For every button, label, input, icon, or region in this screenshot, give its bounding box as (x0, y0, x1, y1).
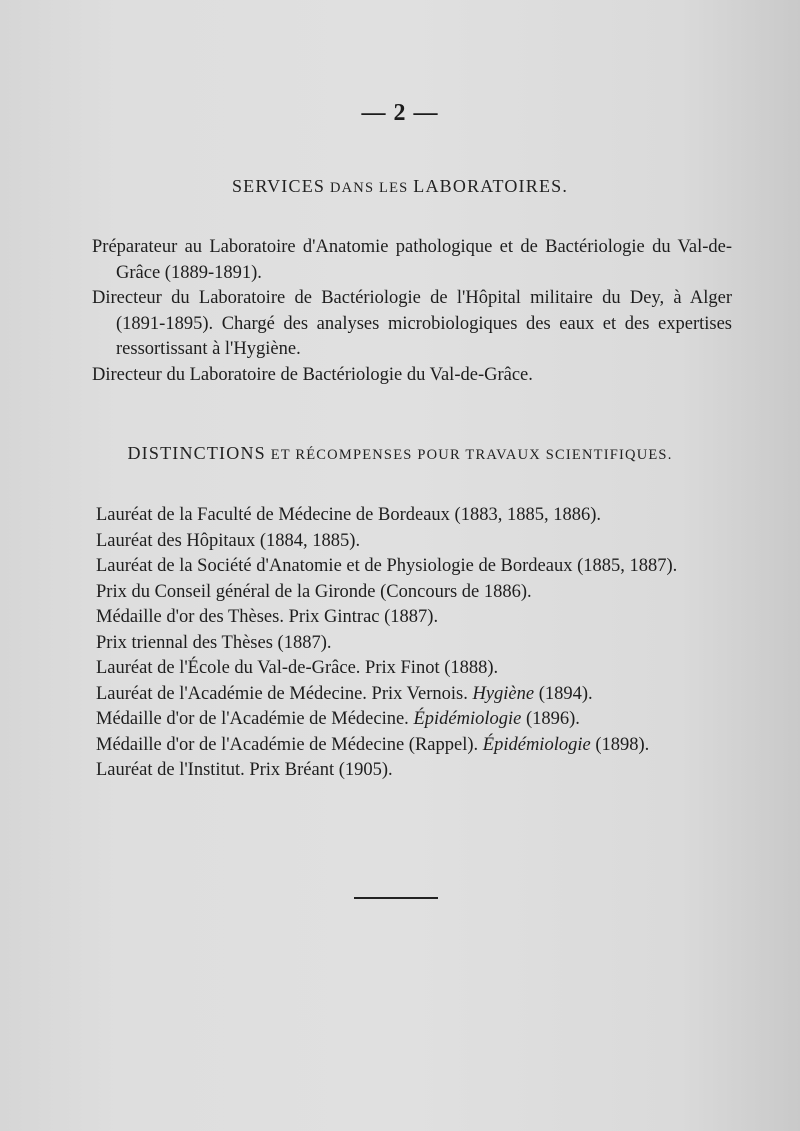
entry-text: (1896). (521, 709, 580, 729)
distinction-entry: Lauréat de l'École du Val-de-Grâce. Prix Finot (1888). (96, 658, 499, 678)
section-heading-services (0, 176, 800, 197)
heading-word: LABORATOIRES. (413, 176, 569, 196)
entry-text: (1894). (534, 683, 593, 704)
distinction-entry: Prix du Conseil général de la Gironde (Concours de 1886). (96, 581, 532, 602)
distinction-entry: Médaille d'or des Thèses. Prix Gintrac (1887). (96, 607, 439, 627)
services-list (92, 235, 732, 388)
entry-text: Lauréat de l'Académie de Médecine. Prix Vernois. (96, 683, 473, 704)
distinction-entry: Lauréat de la Faculté de Médecine de Bordeaux (1883, 1885, 1886). (96, 505, 601, 525)
entry-text: Médaille d'or de l'Académie de Médecine (Rappel). (96, 734, 483, 755)
service-entry: Directeur du Laboratoire de Bactériologie du Val-de-Grâce. (92, 364, 533, 385)
distinction-entry (96, 682, 736, 708)
heading-word: ET RÉCOMPENSES POUR TRAVAUX SCIENTIFIQUES. (265, 447, 673, 463)
distinction-entry (96, 733, 736, 759)
distinction-entry (96, 707, 736, 733)
entry-italic: Épidémiologie (482, 734, 591, 755)
page-number: — 2 — (361, 100, 439, 126)
distinction-entry: Lauréat de l'Institut. Prix Bréant (1905). (96, 760, 393, 780)
heading-word: SERVICES (231, 176, 326, 196)
entry-italic: Hygiène (472, 683, 535, 704)
heading-word: DISTINCTIONS (127, 443, 266, 463)
entry-text: (1898). (590, 734, 650, 755)
entry-text: Médaille d'or de l'Académie de Médecine. (96, 709, 414, 729)
heading-word: DANS LES (325, 180, 414, 196)
section-heading-distinctions (0, 443, 800, 464)
distinction-entry: Prix triennal des Thèses (1887). (96, 632, 332, 653)
service-entry: Préparateur au Laboratoire d'Anatomie pathologique et de Bactériologie du Val-de-Grâce (1889-1891). (92, 237, 732, 283)
distinctions-list (96, 503, 736, 784)
entry-italic: Épidémiologie (413, 709, 522, 729)
service-entry: Directeur du Laboratoire de Bactériologie de l'Hôpital militaire du Dey, à Alger (1891-1895). Chargé des analyses microbiologiques des eaux et des expertises ressortissant à l'Hygiène. (92, 288, 732, 359)
closing-rule (354, 897, 438, 899)
distinction-entry: Lauréat des Hôpitaux (1884, 1885). (96, 530, 361, 551)
distinction-entry: Lauréat de la Société d'Anatomie et de Physiologie de Bordeaux (1885, 1887). (96, 556, 678, 576)
